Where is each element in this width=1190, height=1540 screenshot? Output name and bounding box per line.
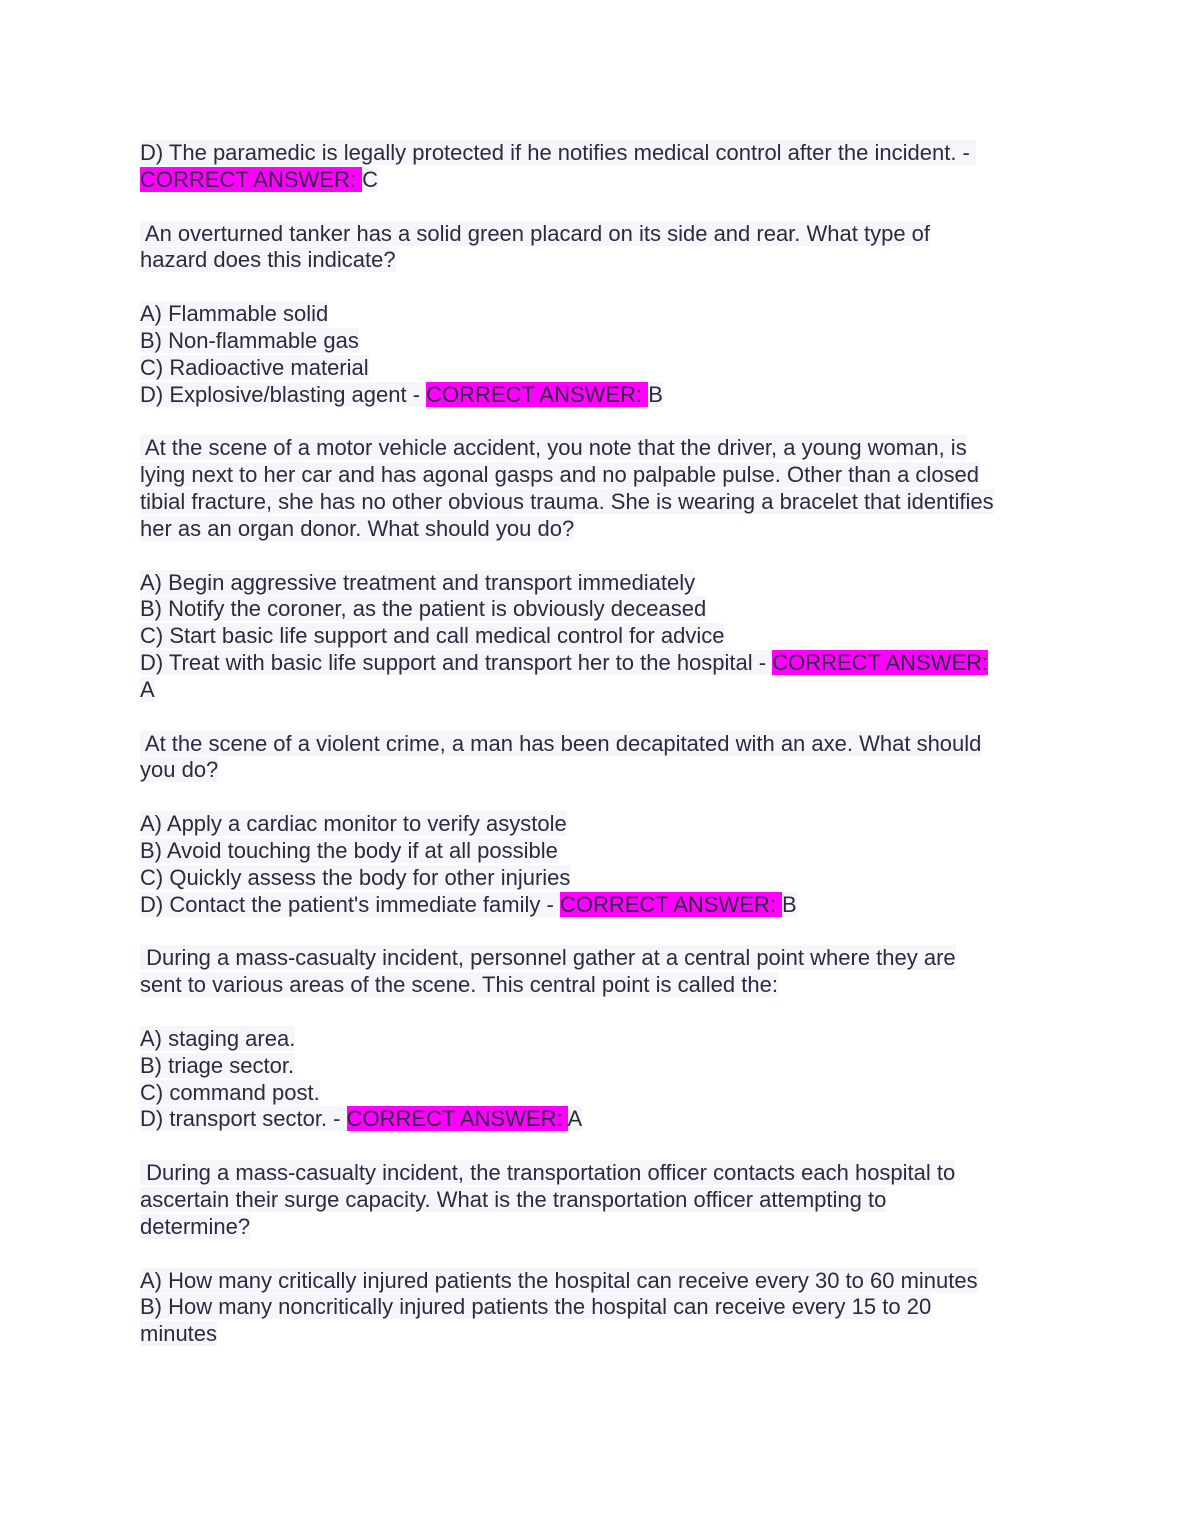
document-page [140, 140, 1060, 1375]
correct-answer-value: A [140, 676, 155, 702]
answer-line [140, 677, 1060, 704]
option-a: A) How many critically injured patients the hospital can receive every 30 to 60 minutes [140, 1267, 978, 1293]
question-text-line: At the scene of a motor vehicle accident, you note that the driver, a young woman, is [140, 435, 967, 461]
options-block-1 [140, 301, 1060, 408]
option-a: A) Flammable solid [140, 301, 329, 327]
option-d: D) Treat with basic life support and transport her to the hospital - CORRECT ANSWER: [140, 649, 989, 675]
question-text-line: ascertain their surge capacity. What is the transportation officer attempting to [140, 1186, 887, 1212]
options-block-2 [140, 570, 1060, 704]
option-line [140, 140, 1060, 167]
option-b: B) How many noncritically injured patients the hospital can receive every 15 to 20 [140, 1294, 932, 1320]
question-block-0 [140, 140, 1060, 194]
option-c: C) command post. [140, 1079, 320, 1105]
question-block-5 [140, 1160, 1060, 1240]
question-block-4 [140, 945, 1060, 999]
option-c: C) Start basic life support and call medical control for advice [140, 623, 725, 649]
question-block-1 [140, 221, 1060, 275]
option-d: D) Contact the patient's immediate family - CORRECT ANSWER: B [140, 891, 797, 917]
question-text-line: During a mass-casualty incident, personnel gather at a central point where they are [140, 945, 956, 971]
option-d: D) Explosive/blasting agent - CORRECT ANSWER: B [140, 381, 663, 407]
question-block-3 [140, 731, 1060, 785]
question-text-line: lying next to her car and has agonal gasps and no palpable pulse. Other than a closed [140, 462, 980, 488]
option-d: D) transport sector. - CORRECT ANSWER: A [140, 1106, 583, 1132]
option-b-continued: minutes [140, 1321, 218, 1347]
correct-answer-value: B [782, 891, 797, 917]
option-c: C) Radioactive material [140, 354, 369, 380]
question-text-line: An overturned tanker has a solid green placard on its side and rear. What type of [140, 220, 931, 246]
options-block-5 [140, 1268, 1060, 1348]
option-a: A) staging area. [140, 1025, 296, 1051]
option-b: B) Non-flammable gas [140, 327, 359, 353]
correct-answer-label: CORRECT ANSWER: [140, 166, 356, 192]
option-b: B) triage sector. [140, 1052, 295, 1078]
question-text-line: At the scene of a violent crime, a man has been decapitated with an axe. What should [140, 730, 982, 756]
option-c: C) Quickly assess the body for other injuries [140, 864, 571, 890]
option-b: B) Notify the coroner, as the patient is obviously deceased [140, 596, 707, 622]
correct-answer-value: C [362, 166, 378, 192]
options-block-4 [140, 1026, 1060, 1133]
options-block-3 [140, 811, 1060, 918]
correct-answer-value: A [567, 1106, 583, 1132]
correct-answer-value: B [648, 381, 663, 407]
correct-answer-label: CORRECT ANSWER: [346, 1106, 563, 1132]
question-text-line: her as an organ donor. What should you do? [140, 515, 575, 541]
correct-answer-label: CORRECT ANSWER: [772, 649, 989, 675]
option-a: A) Apply a cardiac monitor to verify asystole [140, 811, 567, 837]
correct-answer-label: CORRECT ANSWER: [559, 891, 776, 917]
question-text-line: hazard does this indicate? [140, 247, 396, 273]
option-b: B) Avoid touching the body if at all possible [140, 837, 558, 863]
option-a: A) Begin aggressive treatment and transport immediately [140, 569, 696, 595]
question-block-2 [140, 435, 1060, 542]
answer-line [140, 167, 1060, 194]
option-d-text: D) The paramedic is legally protected if he notifies medical control after the incident. - [140, 140, 970, 165]
question-text-line: sent to various areas of the scene. This central point is called the: [140, 972, 778, 998]
question-text-line: tibial fracture, she has no other obvious trauma. She is wearing a bracelet that identifies [140, 488, 994, 514]
question-text-line: you do? [140, 757, 219, 783]
question-text-line: determine? [140, 1213, 251, 1239]
question-text-line: During a mass-casualty incident, the transportation officer contacts each hospital to [140, 1160, 956, 1186]
correct-answer-label: CORRECT ANSWER: [426, 381, 643, 407]
